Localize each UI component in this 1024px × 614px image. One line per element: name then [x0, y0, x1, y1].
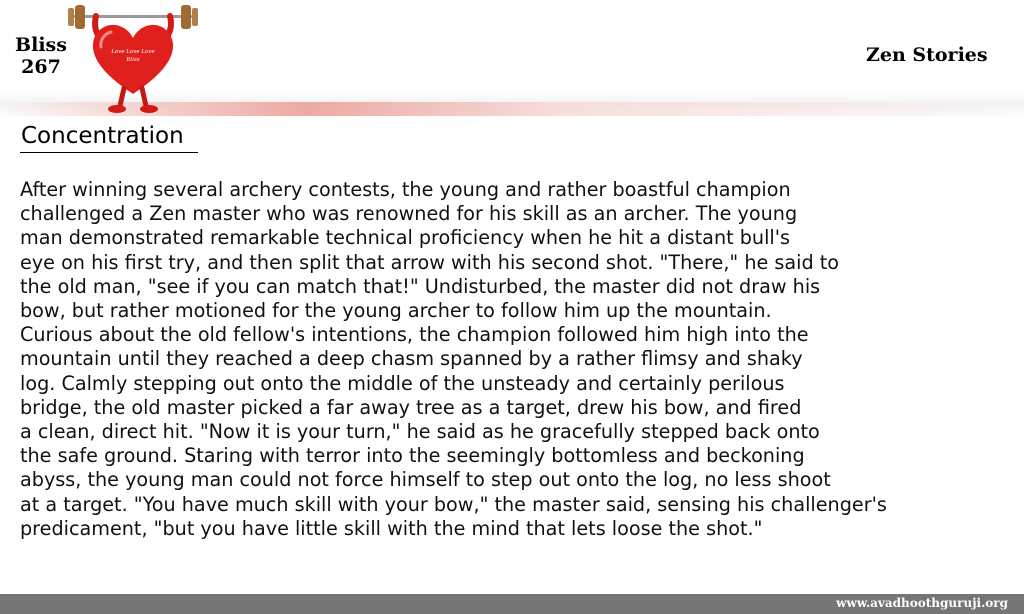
story-line: Curious about the old fellow's intentions, the champion followed him high into the — [20, 323, 809, 347]
story-title: Concentration — [21, 123, 184, 149]
story-line: a clean, direct hit. "Now it is your turn," he said as he gracefully stepped back onto — [20, 420, 820, 444]
story-line: mountain until they reached a deep chasm spanned by a rather flimsy and shaky — [20, 347, 803, 371]
story-line: the old man, "see if you can match that!" Undisturbed, the master did not draw his — [20, 274, 821, 298]
story-line: the safe ground. Staring with terror into the seemingly bottomless and beckoning — [20, 444, 805, 468]
issue-label: Bliss — [15, 34, 67, 56]
heart-weightlifter-mascot — [66, 2, 200, 118]
title-underline — [20, 152, 198, 153]
story-line: at a target. "You have much skill with your bow," the master said, sensing his challenger's — [20, 492, 887, 516]
issue-number: 267 — [21, 56, 61, 78]
footer-bar — [0, 594, 1024, 614]
story-line: man demonstrated remarkable technical proficiency when he hit a distant bull's — [20, 226, 791, 250]
series-title: Zen Stories — [866, 44, 988, 66]
story-line: abyss, the young man could not force himself to step out onto the log, no less shoot — [20, 468, 831, 492]
story-line: eye on his first try, and then split that arrow with his second shot. "There," he said to — [20, 250, 840, 274]
story-line: challenged a Zen master who was renowned for his skill as an archer. The young — [20, 202, 798, 226]
mascot-text-2: Bliss — [126, 57, 140, 63]
story-line: log. Calmly stepping out onto the middle of the unsteady and certainly perilous — [20, 371, 785, 395]
story-line: predicament, "but you have little skill with the mind that lets loose the shot." — [20, 516, 763, 540]
story-line: bow, but rather motioned for the young archer to follow him up the mountain. — [20, 299, 772, 323]
issue-badge — [10, 34, 72, 78]
story-body — [20, 178, 1020, 541]
story-line: bridge, the old master picked a far away tree as a target, drew his bow, and fired — [20, 395, 802, 419]
story-line: After winning several archery contests, the young and rather boastful champion — [20, 178, 791, 201]
mascot-text-1: Love Love Love — [111, 49, 155, 55]
website-link[interactable]: www.avadhoothguruji.org — [836, 596, 1008, 610]
